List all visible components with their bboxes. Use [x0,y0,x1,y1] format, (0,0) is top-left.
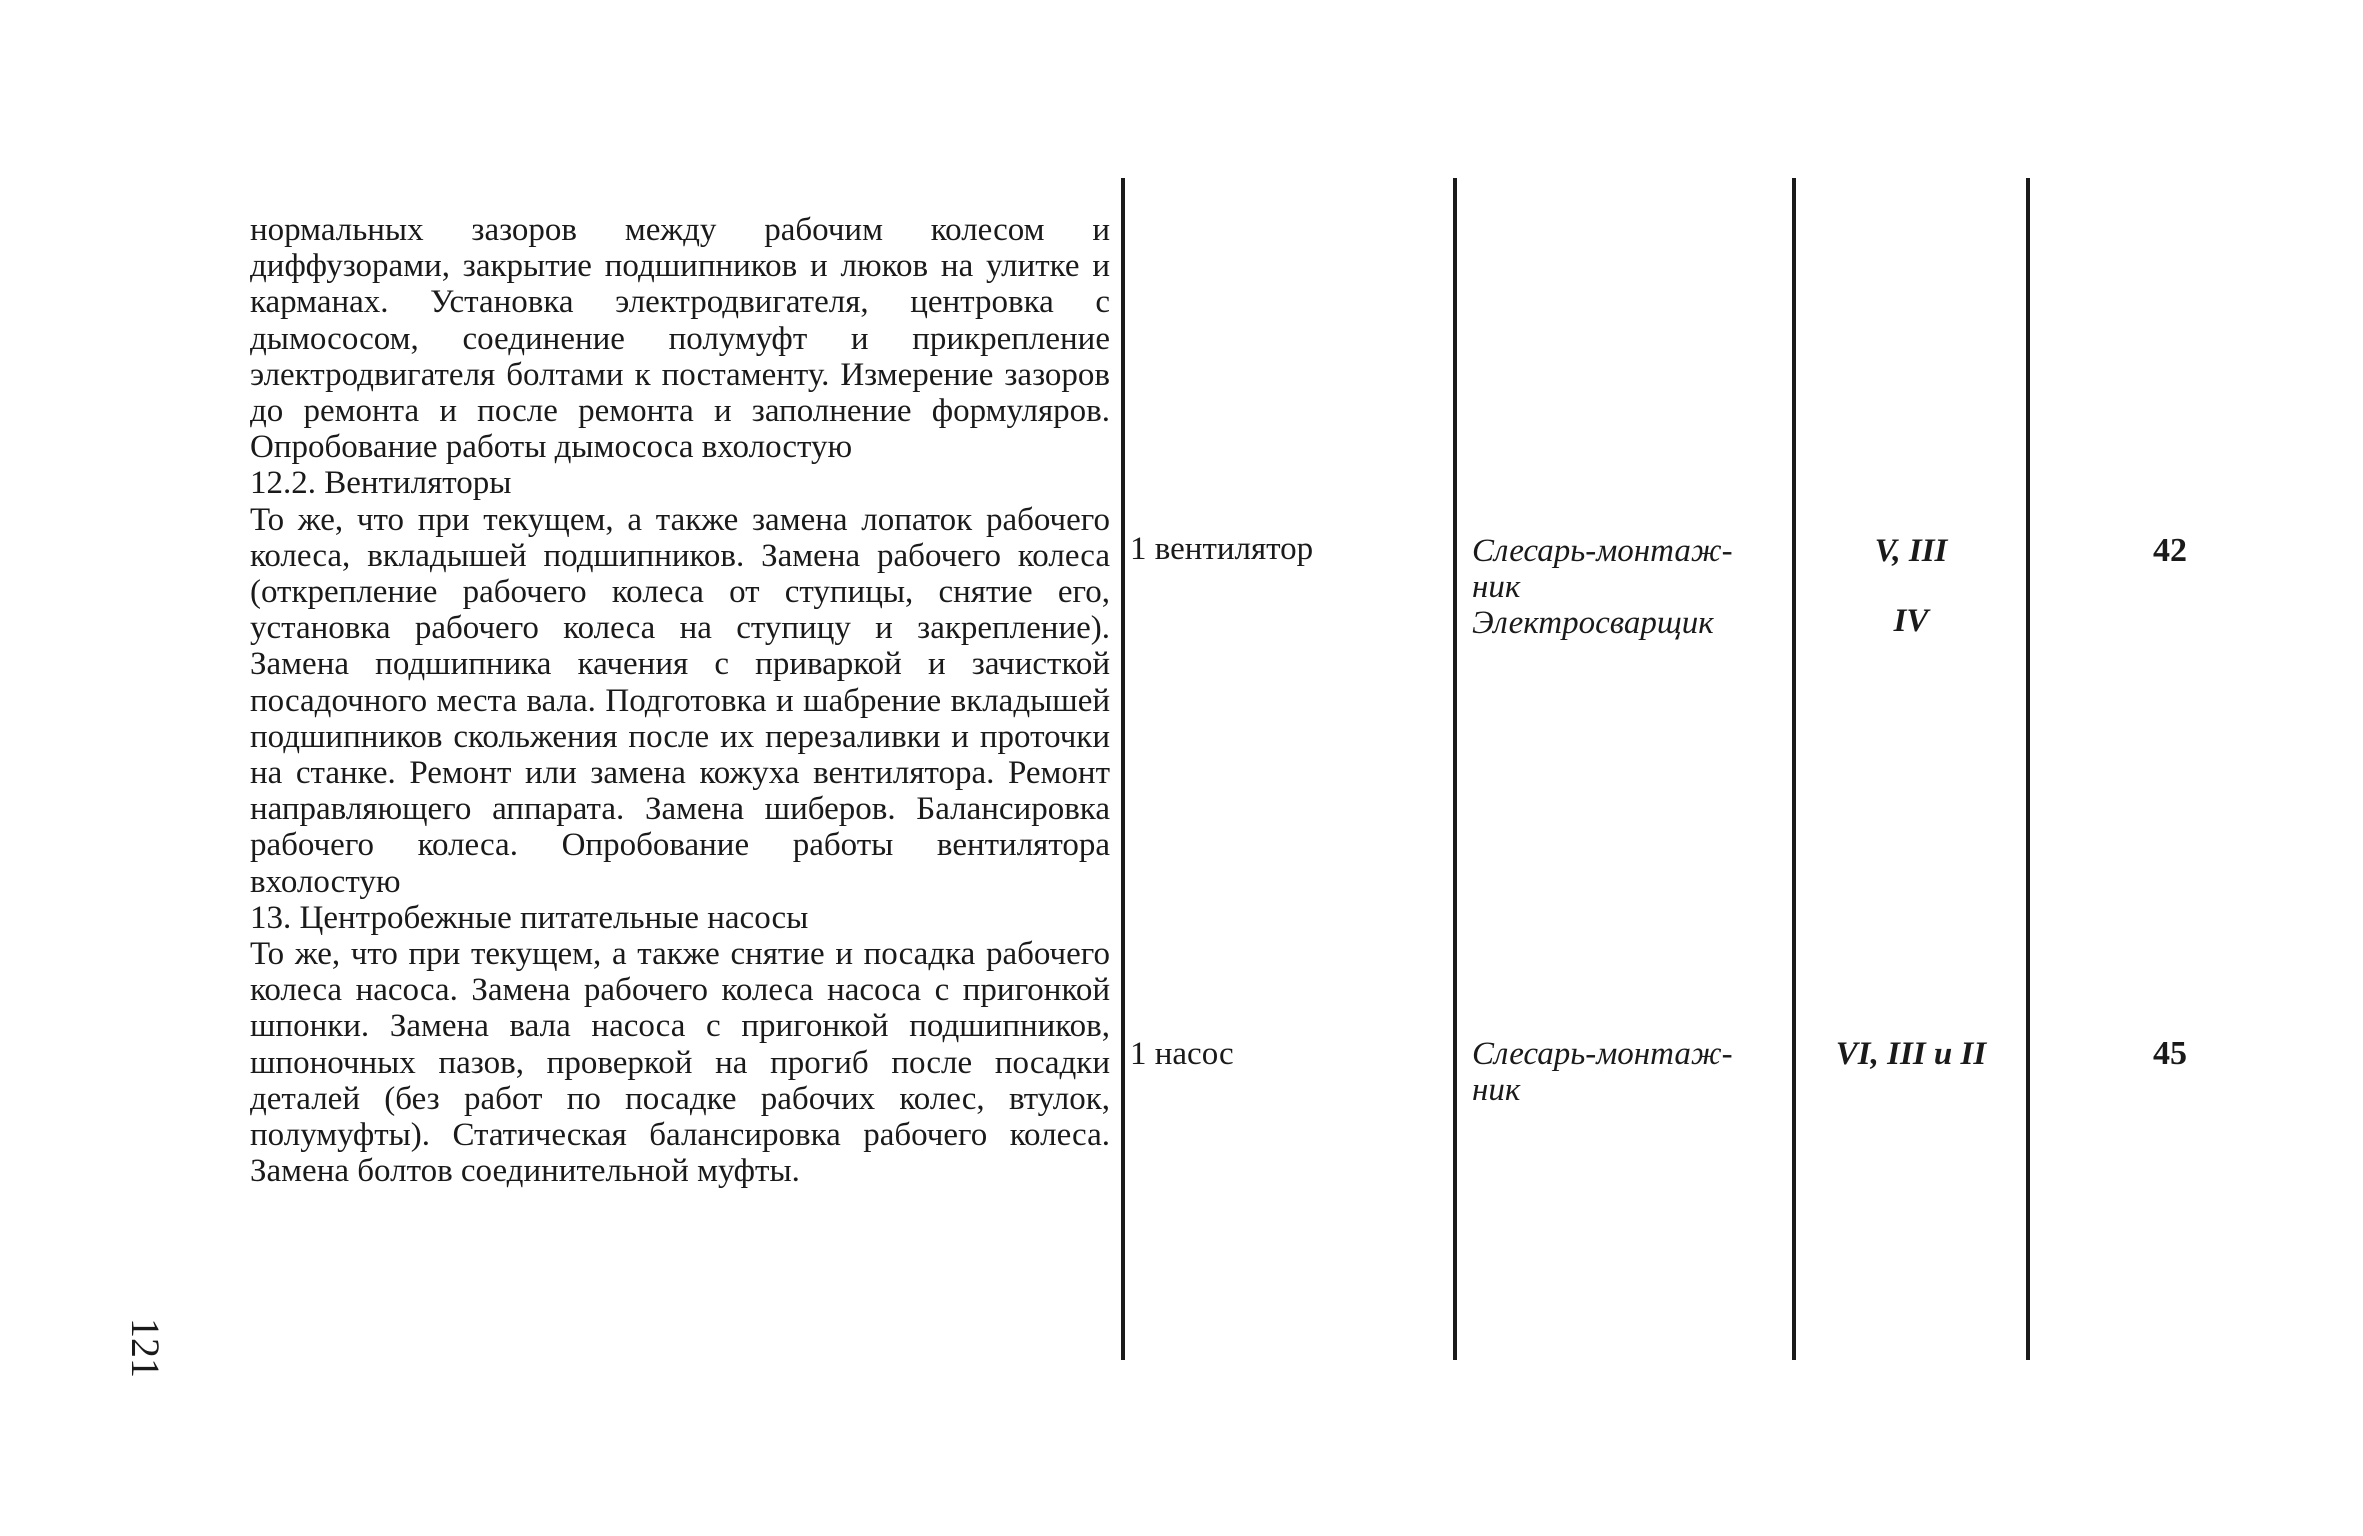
row-1-grade-line-1: V, III [1874,533,1948,569]
work-description-column [250,212,1110,1189]
column-divider-2 [1453,178,1457,1360]
row-1-profession-line-2: ник [1472,569,1521,605]
row-1-grade [1796,533,2026,639]
row-2-profession-line-1: Слесарь-монтаж- [1472,1036,1733,1072]
row-2-norm: 45 [2153,1035,2187,1072]
section-12-2-text: То же, что при текущем, а также замена лопаток рабочего колеса, вкладышей подшипников. Замена рабочего колеса (открепление рабочего колеса от ступицы, снятие его, установка рабочего колеса на ступицу и закрепление). Замена подшипника качения с приваркой и зачисткой посадочного места вала. Подготовка и шабрение вкладышей подшипников скольжения после их перезаливки и проточки на станке. Ремонт или замена кожуха вентилятора. Ремонт направляющего аппарата. Замена шиберов. Балансировка рабочего колеса. Опробование работы вентилятора вхолостую [250,501,1110,900]
section-13-heading: 13. Центробежные питательные насосы [250,899,809,936]
row-1-profession [1472,533,1733,641]
column-divider-3 [1792,178,1796,1360]
row-2-profession-line-2: ник [1472,1072,1521,1108]
row-2-grade [1796,1036,2026,1072]
row-2-profession [1472,1036,1733,1108]
row-1-unit: 1 вентилятор [1130,531,1314,567]
column-divider-4 [2026,178,2030,1360]
row-1-norm: 42 [2153,532,2187,569]
row-1-profession-line-1: Слесарь-монтаж- [1472,533,1733,569]
column-divider-1 [1121,178,1125,1360]
section-13-text: То же, что при текущем, а также снятие и посадка рабочего колеса насоса. Замена рабочего колеса насоса с пригонкой шпонки. Замена вала насоса с пригонкой подшипников, шпоночных пазов, проверкой на прогиб после посадки деталей (без работ по посадке рабочих колес, втулок, полумуфты). Статическая балансировка рабочего колеса. Замена болтов соединительной муфты. [250,936,1110,1190]
page-number: 121 [123,1318,168,1378]
row-2-unit: 1 насос [1130,1036,1234,1072]
row-1-profession-line-3: Электросварщик [1472,605,1714,641]
row-1-grade-line-2: IV [1893,603,1929,639]
intro-paragraph: нормальных зазоров между рабочим колесом и диффузорами, закрытие подшипников и люков на улитке и карманах. Установка электродвигателя, центровка с дымососом, соединение полумуфт и прикрепление электродвигателя болтами к постаменту. Измерение зазоров до ремонта и после ремонта и заполнение формуляров. Опробование работы дымососа вхолостую [250,212,1110,466]
section-12-2-heading: 12.2. Вентиляторы [250,465,512,502]
row-2-grade-line-1: VI, III и II [1835,1036,1987,1072]
